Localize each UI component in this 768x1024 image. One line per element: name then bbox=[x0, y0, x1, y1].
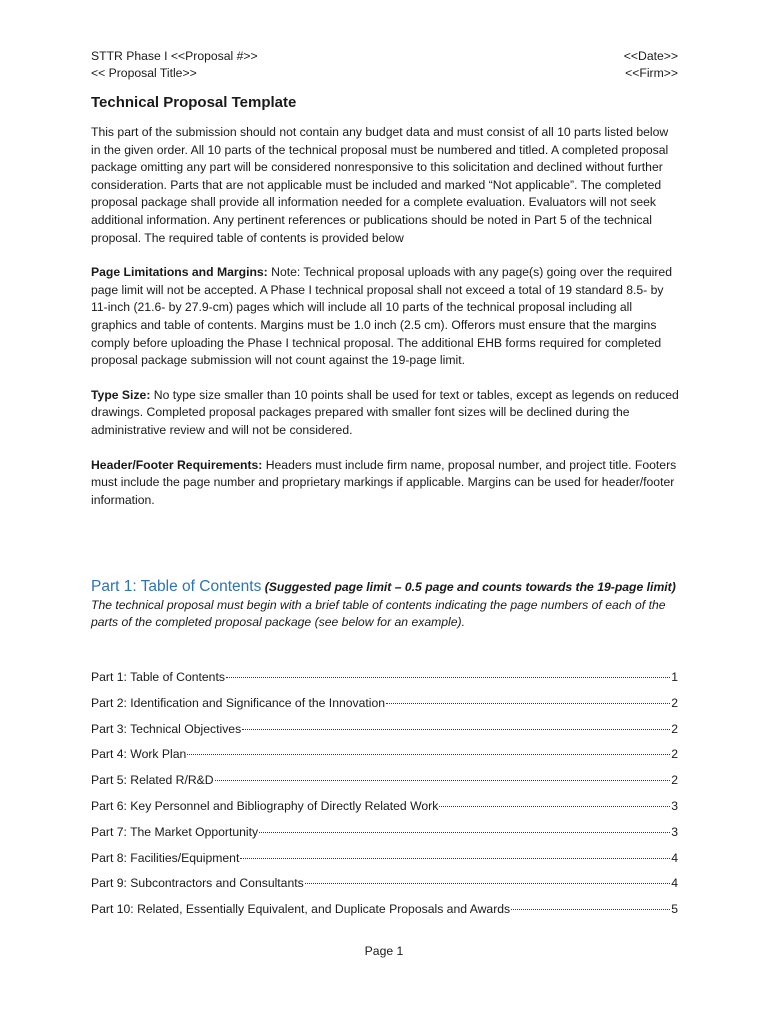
toc-entry-page: 1 bbox=[671, 670, 678, 684]
type-size-label: Type Size: bbox=[91, 387, 151, 402]
intro-paragraph: This part of the submission should not contain any budget data and must consist of all 10 parts listed below in the given order. All 10 parts of the technical proposal must be numbered and titled. A completed proposal package omitting any part will be considered nonresponsive to this solicitation and declined without further consideration. Parts that are not applicable must be included and marked “Not applicable”. The completed proposal package shall provide all information needed for a complete evaluation. Evaluators will not seek additional information. Any pertinent references or publications should be noted in Part 5 of the technical proposal. The required table of contents is provided below bbox=[91, 125, 669, 245]
toc-entry bbox=[91, 851, 678, 877]
toc-entry-page: 2 bbox=[671, 773, 678, 788]
toc-entry bbox=[91, 902, 678, 928]
toc-leader bbox=[226, 676, 670, 678]
toc-entry-title: Part 6: Key Personnel and Bibliography of Directly Related Work bbox=[91, 798, 439, 813]
header-date: <<Date>> bbox=[623, 49, 678, 63]
toc-leader bbox=[242, 728, 670, 730]
header-footer-text: Headers must include firm name, proposal number, and project title. Footers must include the page number and proprietary markings if applicable. Margins can be used for header/footer information. bbox=[91, 457, 677, 507]
toc-entry-page: 2 bbox=[671, 747, 678, 762]
table-of-contents bbox=[91, 670, 678, 928]
toc-entry-title: Part 8: Facilities/Equipment bbox=[91, 850, 240, 865]
toc-entry bbox=[91, 876, 678, 902]
page-header bbox=[91, 48, 678, 82]
toc-entry-title: Part 2: Identification and Significance of the Innovation bbox=[91, 695, 386, 710]
toc-entry bbox=[91, 722, 678, 748]
toc-leader bbox=[305, 882, 670, 884]
header-proposal-number: STTR Phase I <<Proposal #>> bbox=[91, 49, 258, 63]
toc-entry-title: Part 5: Related R/R&D bbox=[91, 773, 214, 788]
part1-page-limit: (Suggested page limit – 0.5 page and counts towards the 19-page limit) bbox=[261, 580, 676, 594]
toc-entry-page: 3 bbox=[671, 824, 678, 839]
document-title: Technical Proposal Template bbox=[91, 94, 297, 111]
toc-entry-page: 2 bbox=[671, 721, 678, 736]
page-footer bbox=[0, 944, 768, 958]
page-limitations-text: Note: Technical proposal uploads with any page(s) going over the required page limit will not be accepted. A Phase I technical proposal shall not exceed a total of 19 standard 8.5- by 11-inch (21.6- by 27.9-cm) pages which will include all 10 parts of the technical proposal including all graphics and table of contents. Margins must be 1.0 inch (2.5 cm). Offerors must ensure that the margins comply before uploading the Phase I technical proposal. The additional EHB forms required for completed proposal package submission will not count against the 19-page limit. bbox=[91, 265, 672, 368]
toc-entry-title: Part 4: Work Plan bbox=[91, 747, 187, 762]
toc-entry bbox=[91, 747, 678, 773]
toc-entry-title: Part 7: The Market Opportunity bbox=[91, 824, 259, 839]
part1-heading-line bbox=[91, 578, 681, 597]
toc-entry-page: 2 bbox=[671, 695, 678, 710]
part1-heading: Part 1: Table of Contents bbox=[91, 578, 262, 595]
toc-entry-title: Part 3: Technical Objectives bbox=[91, 721, 242, 736]
type-size-paragraph bbox=[91, 387, 681, 440]
header-proposal-title: << Proposal Title>> bbox=[91, 66, 197, 80]
toc-leader bbox=[439, 805, 670, 807]
toc-entry-page: 5 bbox=[671, 902, 678, 917]
toc-leader bbox=[511, 908, 670, 910]
toc-leader bbox=[215, 779, 671, 781]
toc-leader bbox=[240, 857, 670, 859]
page-limitations-label: Page Limitations and Margins: bbox=[91, 265, 268, 280]
header-footer-paragraph bbox=[91, 457, 681, 510]
toc-entry-page: 3 bbox=[671, 798, 678, 813]
page-limitations-paragraph bbox=[91, 264, 681, 370]
toc-entry bbox=[91, 696, 678, 722]
toc-entry-page: 4 bbox=[671, 876, 678, 891]
toc-entry-page: 4 bbox=[671, 850, 678, 865]
toc-leader bbox=[187, 753, 670, 755]
toc-entry-title: Part 1: Table of Contents bbox=[91, 670, 225, 684]
header-firm: <<Firm>> bbox=[625, 66, 678, 80]
document-body bbox=[91, 124, 681, 526]
toc-entry-title: Part 9: Subcontractors and Consultants bbox=[91, 876, 304, 891]
toc-leader bbox=[386, 702, 670, 704]
toc-entry bbox=[91, 799, 678, 825]
part1-description: The technical proposal must begin with a brief table of contents indicating the page numbers of each of the parts of the completed proposal package (see below for an example). bbox=[91, 597, 666, 629]
header-footer-label: Header/Footer Requirements: bbox=[91, 457, 263, 472]
toc-entry bbox=[91, 825, 678, 851]
part1-section bbox=[91, 578, 681, 632]
type-size-text: No type size smaller than 10 points shall be used for text or tables, except as legends on reduced drawings. Completed proposal packages prepared with smaller font sizes will be declined during the administrative review and will not be considered. bbox=[91, 387, 679, 437]
toc-leader bbox=[259, 831, 670, 833]
page-number: Page 1 bbox=[364, 944, 404, 958]
toc-entry-title: Part 10: Related, Essentially Equivalent, and Duplicate Proposals and Awards bbox=[91, 902, 511, 917]
toc-entry bbox=[91, 670, 678, 696]
toc-entry bbox=[91, 773, 678, 799]
